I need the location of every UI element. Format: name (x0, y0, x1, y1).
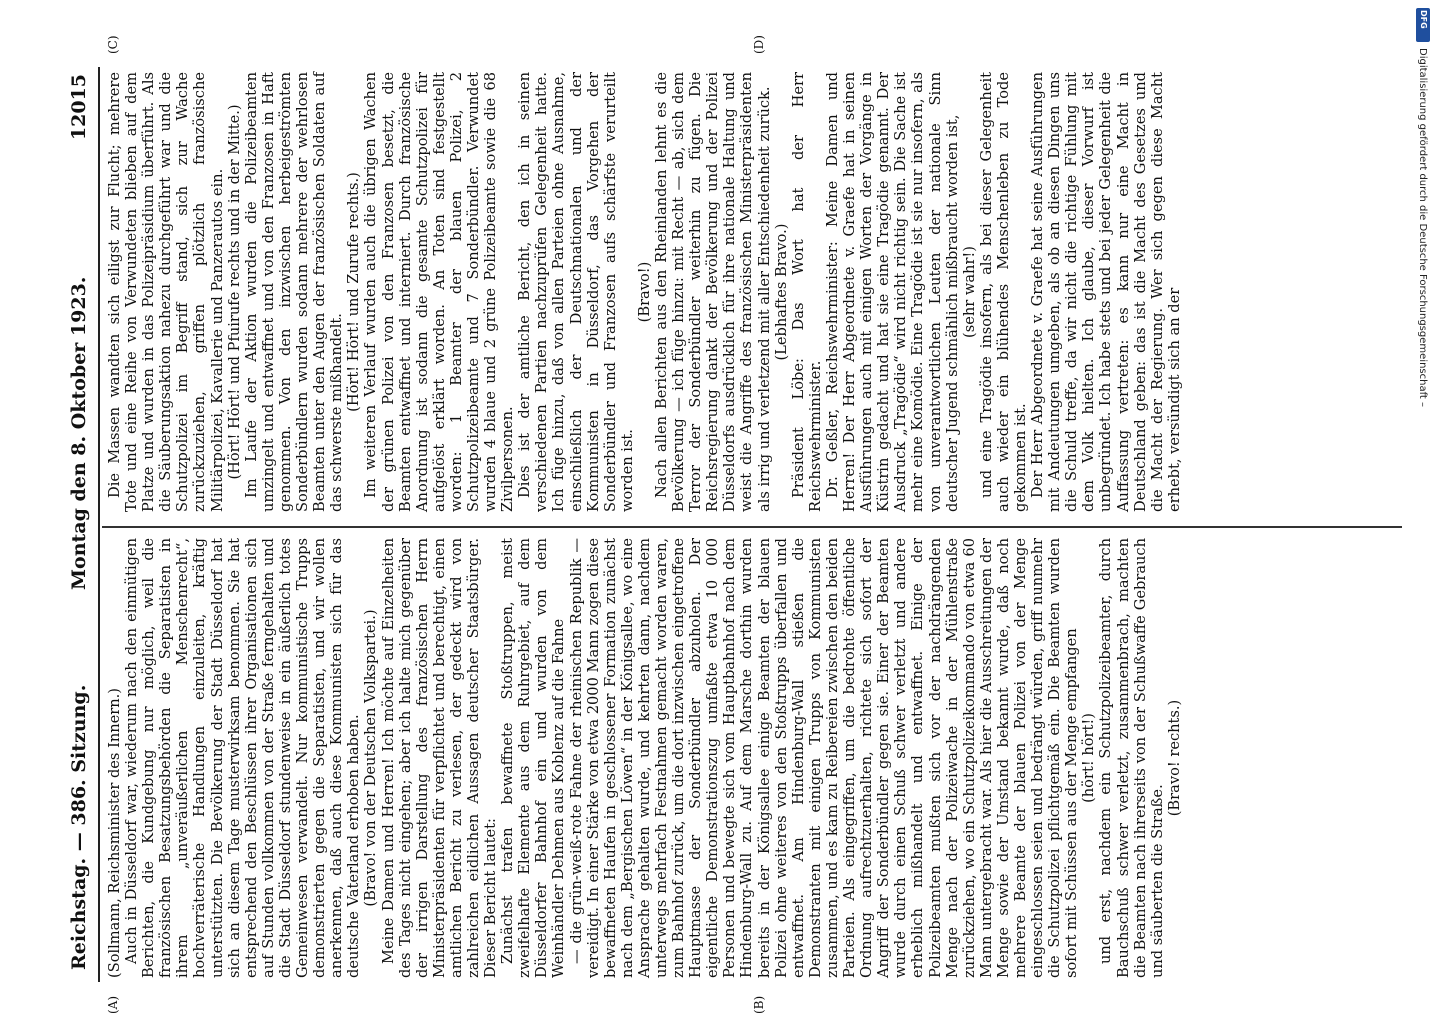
interjection: (sehr wahr!) (960, 246, 978, 338)
left-column (106, 538, 1183, 978)
interjection: (Bravo! rechts.) (1165, 699, 1183, 817)
margin-marker-b: (B) (752, 995, 766, 1014)
paragraph: Dies ist der amtliche Bericht, den ich in seinen verschiedenen Partien nachzuprüfen Gelegenheit hatte. Ich füge hinzu, daß von allen Parteien ohne Ausnahme, einschließlich der Deutschnationalen und der Kommunisten in Düsseldorf, das Vorgehen der Sonderbündler und Franzosen aufs schärfste verurteilt worden ist. (516, 72, 636, 512)
paragraph: Präsident Löbe: Das Wort hat der Herr Reichswehrminister. (789, 72, 824, 512)
header-rule (98, 67, 100, 982)
dfg-logo-text: DFG (1419, 10, 1428, 29)
paragraph: Auch in Düsseldorf war, wiederum nach den einmütigen Berichten, die Kundgebung nur möglich, weil die französischen Besatzungsbehörden die Separatisten in ihrem „unveräußerlichen Menschenrecht“, hochverräterische Handlungen einzuleiten, kräftig unterstützten. Die Bevölkerung der Stadt Düsseldorf hat sich an diesem Tage musterwirksam benommen. Sie hat entsprechend den Beschlüssen ihrer Organisationen sich auf Stunden vollkommen von der Straße ferngehalten und die Stadt Düsseldorf stundenweise in ein äußerlich totes Gemeinwesen verwandelt. Nur kommunistische Trupps demonstrierten gegen die Separatisten, und wir wollen anerkennen, daß auch diese Kommunisten sich für das deutsche Vaterland erhoben haben. (123, 538, 363, 978)
paragraph: Zunächst trafen bewaffnete Stoßtruppen, meist zweifelhafte Elemente aus dem Ruhrgebiet, auf dem Düsseldorfer Bahnhof ein und wurden von dem Weinhändler Dehmen aus Koblenz auf die Fahne (499, 538, 568, 978)
paragraph: und erst, nachdem ein Schutzpolizeibeamter, durch Bauchschuß schwer verletzt, zusammenbrach, machten die Beamten nach ihrerseits von der Schußwaffe Gebrauch und säuberten die Straße. (1097, 538, 1166, 978)
interjection: (Bravo!) (635, 261, 653, 323)
paragraph: — die grün-weiß-rote Fahne der rheinischen Republik — vereidigt. In einer Stärke von etwa 2000 Mann zogen diese bewaffneten Haufen in geschlossener Formation zunächst nach dem „Bergischen Löwen“ in der Königsallee, wo eine Ansprache gehalten wurde, und kehrten dann, nachdem unterwegs mehrfach Festnahmen gemacht worden waren, zum Bahnhof zurück, um die dort inzwischen eingetroffene Hauptmasse der Sonderbündler abzuholen. Der eigentliche Demonstrationszug umfaßte etwa 10 000 Personen und bewegte sich vom Hauptbahnhof nach dem Hindenburg-Wall zu. Auf dem Marsche dorthin wurden bereits in der Königsallee einige Beamten der blauen Polizei ohne weiteres von den Stoßtrupps überfallen und entwaffnet. Am Hindenburg-Wall stießen die Demonstranten mit einigen Trupps von Kommunisten zusammen, und es kam zu Reibereien zwischen den beiden Parteien. Als eingegriffen, um die bedrohte öffentliche Ordnung aufrechtzuerhalten, richtete sich sofort der Angriff der Sonderbündler gegen sie. Einer der Beamten wurde durch einen Schuß schwer verletzt und andere erheblich mißhandelt und entwaffnet. Einige der Polizeibeamten mußten sich vor der nachdrängenden Menge nach der Polizeiwache in der Mühlenstraße zurückziehen, wo ein Schutzpolizeikommando von etwa 60 Mann untergebracht war. Als hier die Ausschreitungen der Menge sowie der Umstand bekannt wurde, daß noch mehrere Beamte der blauen Polizei von der Menge eingeschlossen seien und bedrängt würden, griff nunmehr die Schutzpolizei pflichtgemäß ein. Die Beamten wurden sofort mit Schüssen aus der Menge empfangen (567, 538, 1081, 978)
paragraph: Meine Damen und Herren! Ich möchte auf Einzelheiten des Tages nicht eingehen; aber ich halte mich gegenüber der irrigen Darstellung des französischen Herrn Ministerpräsidenten für verpflichtet und berechtigt, einen amtlichen Bericht zu verlesen, der gedeckt wird von zahlreichen eidlichen Aussagen deutscher Staatsbürger. Dieser Bericht lautet: (379, 538, 500, 978)
digitization-credit (1412, 48, 1430, 868)
interjection: (Hört! Hört! und Zurufe rechts.) (345, 172, 363, 412)
speaker-label: (Sollmann, Reichsminister des Innern.) (106, 688, 123, 978)
paragraph: Im Laufe der Aktion wurden die Polizeibeamten umzingelt und entwaffnet und von den Franzosen in Haft genommen. Von den inzwischen herbeigeströmten Sonderbündlern wurden sodann mehrere der wehrlosen Beamten unter den Augen der französischen Soldaten auf das schwerste mißhandelt. (242, 72, 346, 512)
header-date: Montag den 8. Oktober 1923. (68, 276, 90, 590)
dfg-logo (1416, 8, 1430, 42)
right-column (106, 72, 1183, 512)
interjection: (Lebhaftes Bravo.) (772, 223, 790, 361)
interjection: (Hört! Hört! und Pfuirufe rechts und in der Mitte.) (225, 104, 243, 480)
margin-marker-a: (A) (106, 995, 120, 1014)
interjection: (hört! hört!) (1080, 713, 1098, 803)
margin-marker-d: (D) (752, 35, 766, 54)
interjection: (Bravo! von der Deutschen Volkspartei.) (362, 609, 380, 907)
header-session: Reichstag. — 386. Sitzung. (68, 684, 90, 970)
paragraph: Dr. Geßler, Reichswehrminister: Meine Damen und Herren! Der Herr Abgeordnete v. Graefe hat in seinen Ausführungen auch mit einigen Worten der Vorgänge in Küstrin gedacht und hat sie eine Tragödie genannt. Der Ausdruck „Tragödie“ wird nicht richtig sein. Die Sache ist mehr eine Komödie. Eine Tragödie ist sie nur insofern, als von unverantwortlichen Leuten der nationale Sinn deutscher Jugend schmählich mißbraucht worden ist, (823, 72, 961, 512)
paragraph: und eine Tragödie insofern, als bei dieser Gelegenheit auch wieder ein blühendes Menschenleben zu Tode gekommen ist. (977, 72, 1029, 512)
rotated-document (62, 35, 1412, 1014)
paragraph: Im weiteren Verlauf wurden auch die übrigen Wachen der grünen Polizei von den Franzosen besetzt, die Beamten entwaffnet und interniert. Durch französische Anordnung ist sodann die gesamte Schutzpolizei für aufgelöst erklärt worden. An Toten sind festgestellt worden: 1 Beamter der blauen Polizei, 2 Schutzpolizeibeamte und 7 Sonderbündler. Verwundet wurden 4 blaue und 2 grüne Polizeibeamte sowie die 68 Zivilpersonen. (362, 72, 517, 512)
margin-marker-c: (C) (106, 35, 120, 54)
column-divider (102, 526, 1402, 528)
digitization-credit-text: Digitalisierung gefördert durch die Deutsche Forschungsgemeinschaft – (1417, 48, 1428, 408)
paragraph: Nach allen Berichten aus den Rheinlanden lehnt es die Bevölkerung — ich füge hinzu: mit Recht — ab, sich dem Terror der Sonderbündler weiterhin zu fügen. Die Reichsregierung dankt der Bevölkerung und der Polizei Düsseldorfs ausdrücklich für ihre nationale Haltung und weist die Angriffe des französischen Ministerpräsidenten als irrig und verletzend mit aller Entschiedenheit zurück. (653, 72, 773, 512)
paragraph: Die Massen wandten sich eiligst zur Flucht; mehrere Tote und eine Reihe von Verwundeten blieben auf dem Platze und wurden in das Polizeipräsidium überführt. Als die Säuberungsaktion nahezu durchgeführt war und die Schutzpolizei im Begriff stand, sich zur Wache zurückzuziehen, griffen plötzlich französische Militärpolizei, Kavallerie und Panzerautos ein. (106, 72, 226, 512)
paragraph: Der Herr Abgeordnete v. Graefe hat seine Ausführungen mit Andeutungen umgeben, als ob an diesen Dingen uns die Schuld treffe, da wir nicht die richtige Fühlung mit dem Volk hielten. Ich glaube, dieser Vorwurf ist unbegründet. Ich habe stets und bei jeder Gelegenheit die Auffassung vertreten: es kann nur eine Macht in Deutschland geben: das ist die Macht des Gesetzes und die Macht der Regierung. Wer sich gegen diese Macht erhebt, versündigt sich an der (1029, 72, 1183, 512)
page-number: 12015 (68, 74, 90, 141)
